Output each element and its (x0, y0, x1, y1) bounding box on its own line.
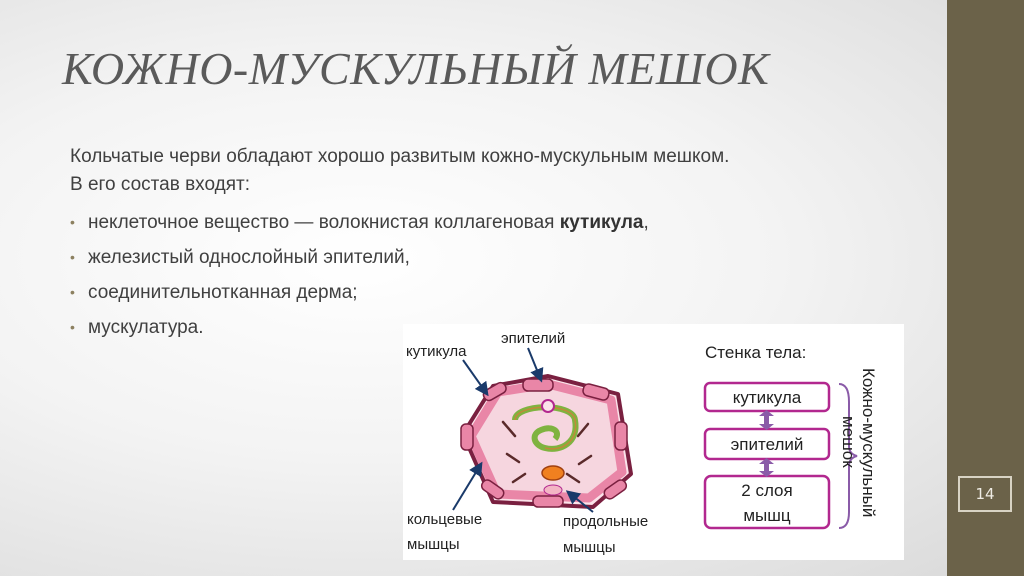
bullet-text: железистый однослойный эпителий, (88, 247, 410, 268)
slide-body (70, 143, 930, 345)
side-label-2: мешок (839, 416, 858, 468)
bullet-text-part: неклеточное вещество — волокнистая коллагеновая (88, 212, 560, 233)
wall-title: Стенка тела: (705, 343, 807, 362)
intro-paragraph (70, 143, 930, 199)
bullet-text: соединительнотканная дерма; (88, 282, 358, 303)
bullet-dot-icon: • (70, 284, 75, 300)
slide-number: 14 (958, 476, 1012, 512)
label-epithelium: эпителий (501, 330, 566, 347)
label-circular-muscles-1: кольцевые (407, 511, 483, 528)
arrow-cuticle-icon (463, 360, 487, 394)
label-longitudinal-muscles-1: продольные (563, 513, 649, 530)
label-circular-muscles-2: мышцы (407, 536, 460, 553)
bullet-item (70, 205, 930, 240)
double-arrow-icon (759, 458, 774, 477)
box-epithelium-label: эпителий (730, 435, 804, 454)
bullet-text-part: , (643, 212, 649, 233)
body-wall-figure (403, 324, 904, 560)
box-muscles-label-2: мышц (743, 506, 791, 525)
label-cuticle: кутикула (406, 343, 467, 360)
bullet-text: мускулатура. (88, 317, 204, 338)
label-longitudinal-muscles-2: мышцы (563, 539, 616, 556)
box-cuticle-label: кутикула (732, 388, 802, 407)
intro-line-2: В его состав входят: (70, 174, 250, 195)
bullet-dot-icon: • (70, 214, 75, 230)
double-arrow-icon (759, 410, 774, 430)
box-muscles-label-1: 2 слоя (741, 481, 793, 500)
arrow-epithelium-icon (528, 348, 541, 380)
bullet-item (70, 275, 930, 310)
slide-title: КОЖНО-МУСКУЛЬНЫЙ МЕШОК (62, 43, 770, 94)
bullet-item (70, 240, 930, 275)
bullet-dot-icon: • (70, 249, 75, 265)
cross-section-illustration (461, 376, 631, 507)
intro-line-1: Кольчатые черви обладают хорошо развитым кожно-мускульным мешком. (70, 146, 730, 167)
arrow-circular-muscles-icon (453, 464, 481, 510)
side-label-1: Кожно-мускульный (859, 368, 878, 518)
bullet-bold-term: кутикула (559, 212, 644, 233)
bullet-dot-icon: • (70, 319, 75, 335)
